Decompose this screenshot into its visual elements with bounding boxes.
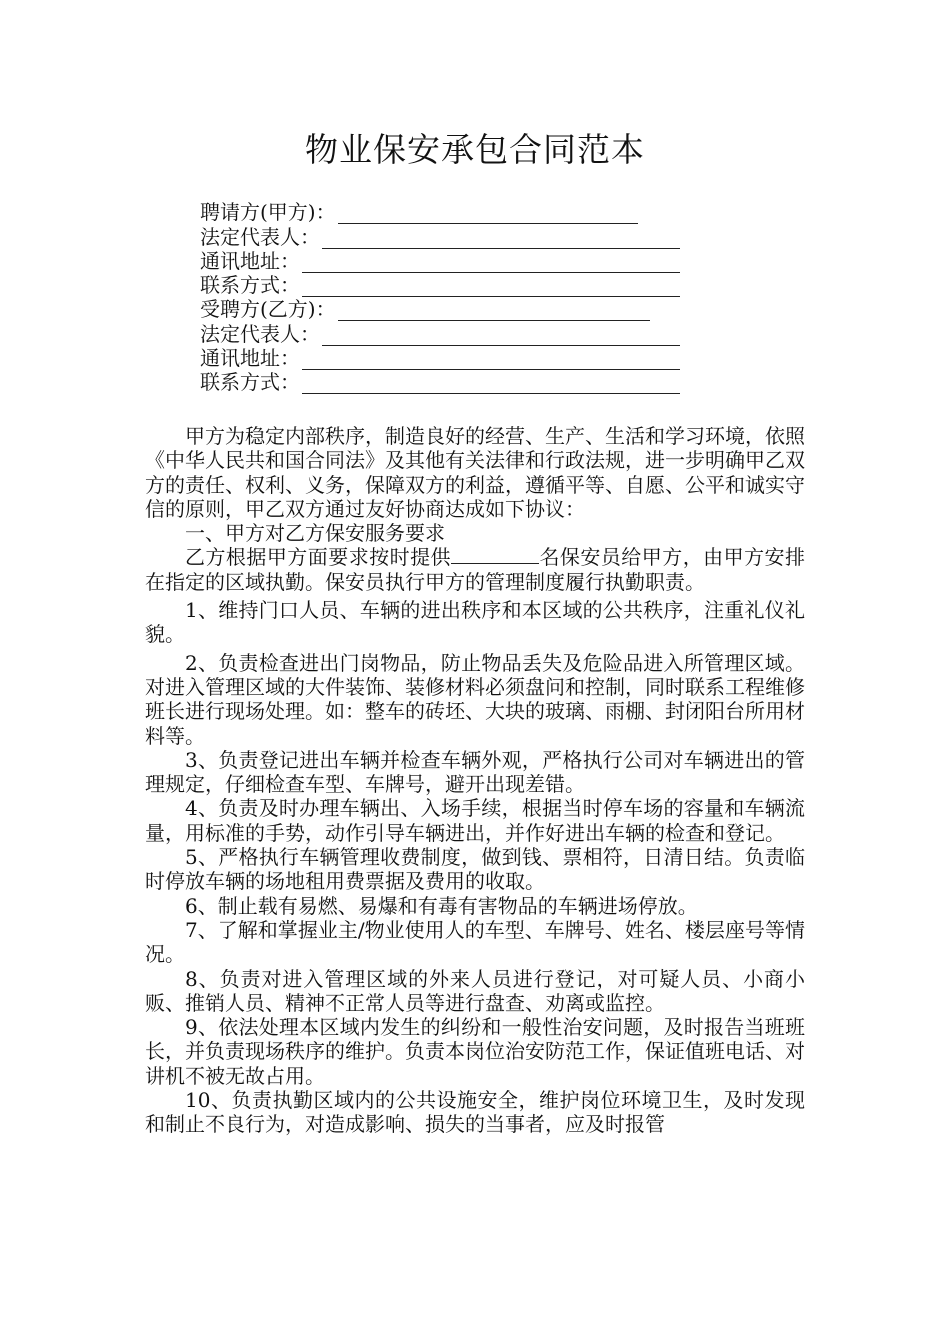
list-item: 3、负责登记进出车辆并检查车辆外观，严格执行公司对车辆进出的管理规定，仔细检查车型、车牌号，避开出现差错。 bbox=[145, 747, 805, 797]
field-label: 联系方式： bbox=[200, 370, 300, 395]
party-fields bbox=[200, 200, 720, 394]
field-label: 受聘方(乙方)： bbox=[200, 297, 336, 322]
section-text-b: 名保安员给甲方，由甲方安排在指定的区域执勤。保安员执行甲方的管理制度履行执勤职责。 bbox=[145, 545, 805, 594]
intro-paragraph: 甲方为稳定内部秩序，制造良好的经营、生产、生活和学习环境，依照《中华人民共和国合同法》及其他有关法律和行政法规，进一步明确甲乙双方的责任、权利、义务，保障双方的利益，遵循平等、自愿、公平和诚实守信的原则，甲乙双方通过友好协商达成如下协议： bbox=[145, 424, 805, 521]
contract-body bbox=[145, 424, 805, 1137]
section-text-a: 乙方根据甲方面要求按时提供 bbox=[185, 545, 451, 570]
guard-count-blank bbox=[451, 547, 539, 564]
section-paragraph bbox=[145, 545, 805, 594]
list-item: 6、制止载有易燃、易爆和有毒有害物品的车辆进场停放。 bbox=[185, 893, 698, 918]
field-party-a bbox=[200, 200, 720, 224]
field-label: 聘请方(甲方)： bbox=[200, 200, 336, 225]
blank-line bbox=[302, 279, 680, 297]
field-party-b-address bbox=[200, 346, 720, 370]
field-party-b-legal-rep bbox=[200, 321, 720, 345]
list-item: 1、维持门口人员、车辆的进出秩序和本区域的公共秩序，注重礼仪礼貌。 bbox=[145, 598, 805, 647]
list-item: 10、负责执勤区域内的公共设施安全，维护岗位环境卫生，及时发现和制止不良行为，对造成影响、损失的当事者，应及时报管 bbox=[145, 1088, 805, 1137]
field-party-b bbox=[200, 297, 720, 321]
blank-line bbox=[322, 231, 680, 249]
field-label: 通讯地址： bbox=[200, 248, 300, 273]
field-label: 通讯地址： bbox=[200, 346, 300, 371]
blank-line bbox=[302, 376, 680, 394]
field-label: 法定代表人： bbox=[200, 224, 320, 249]
blank-line bbox=[302, 352, 680, 370]
blank-line bbox=[302, 255, 680, 273]
blank-line bbox=[322, 328, 680, 346]
field-party-a-contact bbox=[200, 273, 720, 297]
field-party-a-address bbox=[200, 249, 720, 273]
field-party-a-legal-rep bbox=[200, 224, 720, 248]
list-item: 2、负责检查进出门岗物品，防止物品丢失及危险品进入所管理区域。对进入管理区域的大件装饰、装修材料必须盘问和控制，同时联系工程维修班长进行现场处理。如：整车的砖坯、大块的玻璃、雨棚、封闭阳台所用材料等。 bbox=[145, 650, 805, 748]
section-heading: 一、甲方对乙方保安服务要求 bbox=[185, 521, 445, 546]
field-label: 联系方式： bbox=[200, 273, 300, 298]
list-item: 4、负责及时办理车辆出、入场手续，根据当时停车场的容量和车辆流量，用标准的手势，动作引导车辆进出，并作好进出车辆的检查和登记。 bbox=[145, 796, 805, 845]
blank-line bbox=[338, 206, 638, 224]
list-item: 8、负责对进入管理区域的外来人员进行登记，对可疑人员、小商小贩、推销人员、精神不正常人员等进行盘查、劝离或监控。 bbox=[145, 966, 805, 1015]
field-label: 法定代表人： bbox=[200, 321, 320, 346]
list-item: 9、依法处理本区域内发生的纠纷和一般性治安问题，及时报告当班班长，并负责现场秩序的维护。负责本岗位治安防范工作，保证值班电话、对讲机不被无故占用。 bbox=[145, 1015, 805, 1088]
list-item: 5、严格执行车辆管理收费制度，做到钱、票相符，日清日结。负责临时停放车辆的场地租用费票据及费用的收取。 bbox=[145, 845, 805, 894]
field-party-b-contact bbox=[200, 370, 720, 394]
blank-line bbox=[338, 303, 650, 321]
list-item: 7、了解和掌握业主/物业使用人的车型、车牌号、姓名、楼层座号等情况。 bbox=[145, 917, 805, 967]
document-title: 物业保安承包合同范本 bbox=[305, 130, 645, 169]
